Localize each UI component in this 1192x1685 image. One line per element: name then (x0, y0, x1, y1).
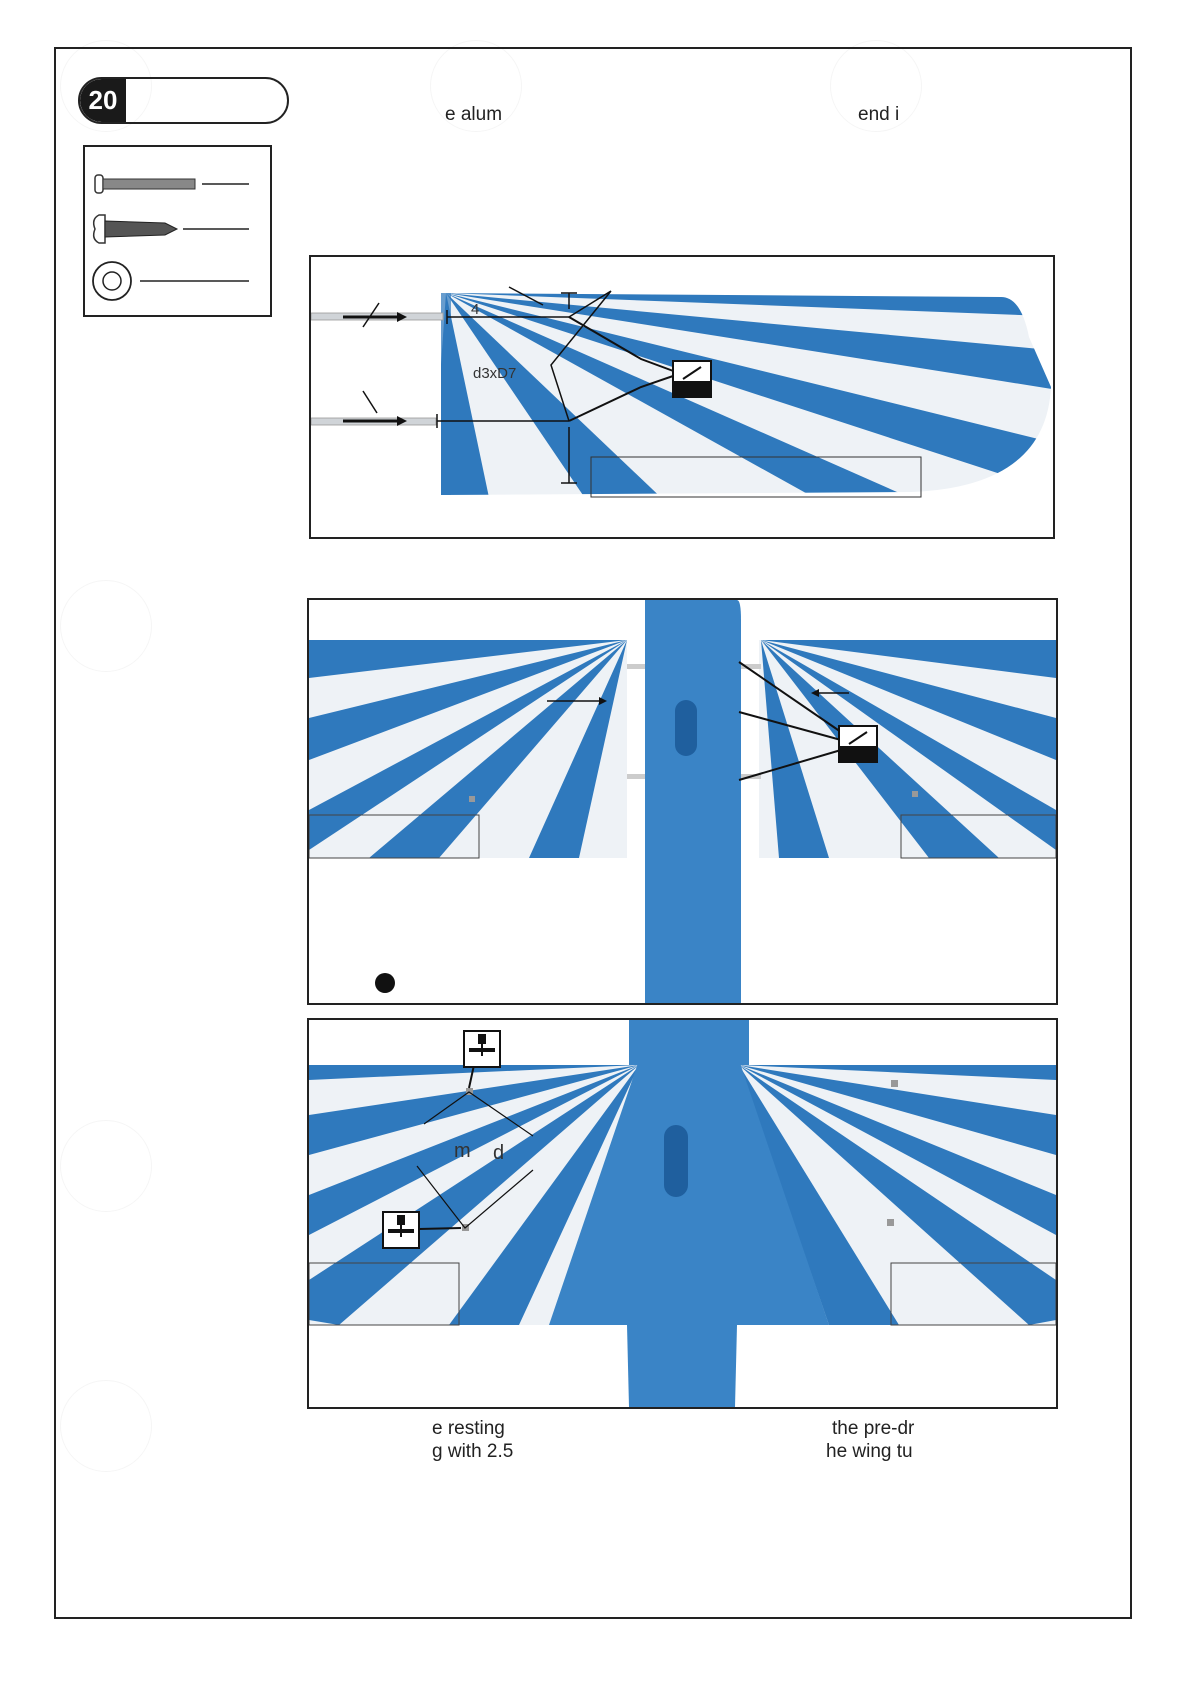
intro-text-right: end i (858, 104, 900, 125)
bottom-text-left-1: e resting (432, 1418, 505, 1439)
machine-screw-icon (95, 175, 249, 193)
screw-icon (464, 1031, 500, 1067)
step-badge (78, 77, 289, 124)
screw-position-panel (307, 1018, 1058, 1409)
parts-list (83, 145, 272, 317)
glue-icon (839, 726, 877, 762)
bottom-text-left-2: g with 2.5 (432, 1441, 514, 1462)
stabilizer-detail-panel (309, 255, 1055, 539)
bottom-text-right-2: he wing tu (826, 1441, 913, 1462)
glue-icon (673, 361, 711, 397)
bullet-icon (375, 973, 395, 993)
bottom-text-right-1: the pre-dr (832, 1418, 915, 1439)
label-d: d (493, 1142, 505, 1164)
screw-icon (383, 1212, 419, 1248)
dimension-label-4: 4 (471, 301, 480, 318)
wood-screw-icon (94, 215, 249, 243)
intro-text-left: e alum (445, 104, 503, 125)
stabilizer-installed-panel (307, 598, 1058, 1005)
label-m: m (454, 1140, 471, 1162)
washer-icon (93, 262, 249, 300)
step-number: 20 (80, 79, 126, 122)
screw-size-label: d3xD7 (473, 365, 517, 382)
